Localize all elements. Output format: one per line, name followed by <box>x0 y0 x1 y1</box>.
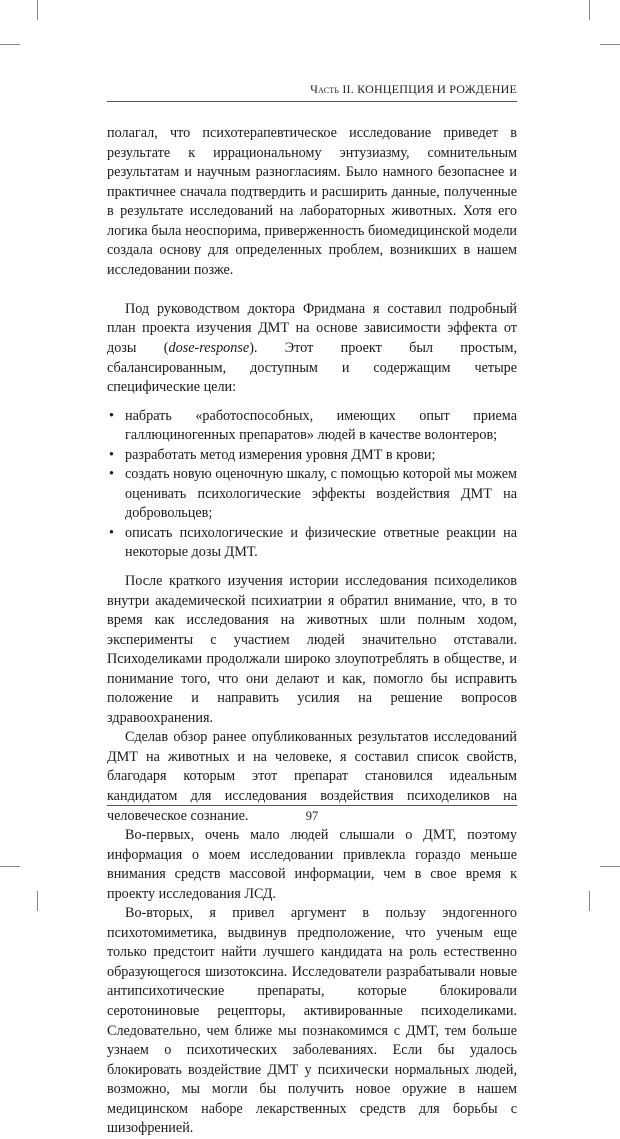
paragraph-2-text-a: Под руководством доктора Фридмана я составил подробный план проекта изучения ДМТ на основе зависимости эффекта от дозы ( <box>107 300 517 356</box>
crop-mark-left-upper <box>0 44 20 45</box>
list-item: • описать психологические и физические ответные реакции на некоторые дозы ДМТ. <box>107 524 517 563</box>
crop-mark-top-left <box>37 0 38 20</box>
goals-list <box>107 407 517 563</box>
header-part-title: КОНЦЕПЦИЯ И РОЖДЕНИЕ <box>357 82 517 96</box>
page-body <box>107 124 517 1139</box>
crop-mark-top-right <box>589 0 590 20</box>
running-header <box>107 82 517 97</box>
paragraph-3: После краткого изучения истории исследования психоделиков внутри академической психиатрии я обратил внимание, что, в то время как исследования на животных шли полным ходом, эксперименты с участием людей значительно отставали. Психоделиками продолжали широко злоупотреблять в обществе, и понимание того, что они делают и как, помогло бы исправить положение и направить усилия на решение вопросов здравоохранения. <box>107 572 517 726</box>
footer-rule <box>107 805 517 806</box>
list-item: • создать новую оценочную шкалу, с помощью которой мы можем оценивать психологические эффекты воздействия ДМТ на добровольцев; <box>107 465 517 524</box>
crop-mark-right-upper <box>600 44 620 45</box>
paragraph-2-text-b: ). Этот проект был простым, сбалансированным, доступным и содержащим четыре специфические цели: <box>107 339 517 396</box>
crop-mark-bottom-right <box>589 891 590 911</box>
paragraph-5: Во-первых, очень мало людей слышали о ДМТ, поэтому информация о моем исследовании привлекла гораздо меньше внимания средств массовой информации, чем в свое время к проекту исследования ЛСД. <box>107 827 517 902</box>
crop-mark-left-lower <box>0 866 20 867</box>
paragraph-1: полагал, что психотерапевтическое исследование приведет в результате к иррациональному энтузиазму, сомнительным результатам и научным разногласиям. Было намного безопаснее и практичнее сначала подтвердить и расширить данные, полученные в результате исследований на лабораторных животных. Хотя его логика была неоспорима, приверженность биомедицинской модели создала основу для определенных проблем, возникших в нашем исследовании позже. <box>107 125 517 278</box>
paragraph-6: Во-вторых, я привел аргумент в пользу эндогенного психотомиметика, выдвинув предположение, что ученым еще только предстоит найти лучшего кандидата на роль естественно образующегося шизотоксина. Исследователи разрабатывали новые антипсихотические препараты, которые блокировали серотониновые рецепторы, активированные психоделиками. Следовательно, чем ближе мы познакомимся с ДМТ, тем больше узнаем о психотических заболеваниях. Если бы удалось блокировать воздействие ДМТ у психически нормальных людей, возможно, мы могли бы получить новое оружие в нашем медицинском наборе лекарственных средств для борьбы с шизофренией. <box>107 905 517 1137</box>
paragraph-2 <box>107 300 517 398</box>
header-rule <box>107 101 517 102</box>
crop-mark-right-lower <box>600 866 620 867</box>
list-item: • набрать «работоспособных, имеющих опыт приема галлюциногенных препаратов» людей в качестве волонтеров; <box>107 407 517 446</box>
crop-mark-bottom-left <box>37 891 38 911</box>
paragraph-2-italic: dose-response <box>168 339 250 356</box>
list-item: • разработать метод измерения уровня ДМТ в крови; <box>107 446 517 466</box>
header-part-label: Часть II. <box>310 82 354 96</box>
page-number: 97 <box>305 809 319 823</box>
paragraph-4: Сделав обзор ранее опубликованных результатов исследований ДМТ на животных и на человеке, я составил список свойств, благодаря которым этот препарат становился идеальным кандидатом для исследования воздействия психоделиков на человеческое сознание. <box>107 729 517 824</box>
